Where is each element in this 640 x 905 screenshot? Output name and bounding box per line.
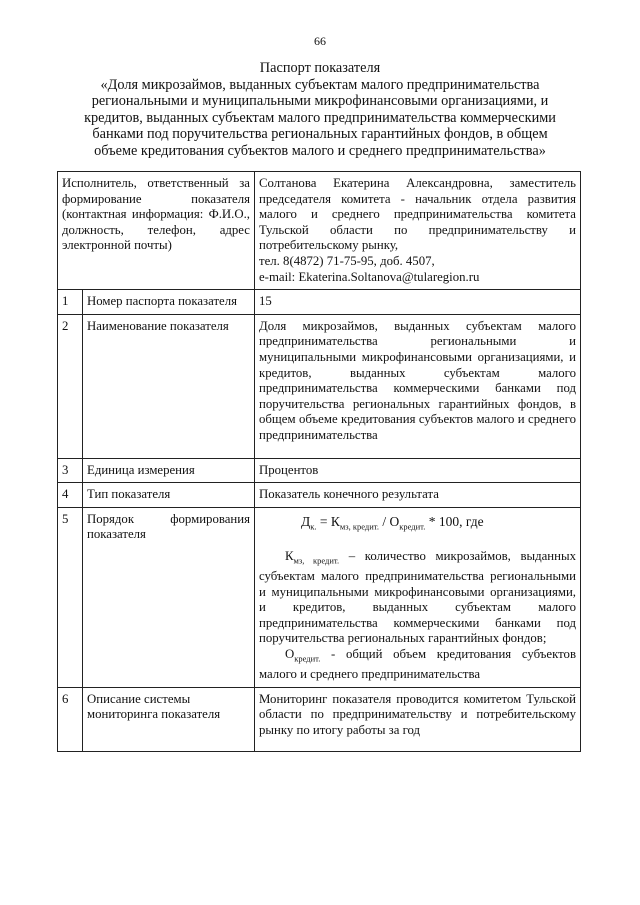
table-row bbox=[58, 483, 581, 508]
title-line: региональными и муниципальными микрофинансовыми организациями, и bbox=[91, 93, 549, 110]
k-definition bbox=[259, 549, 576, 647]
row-label: Порядок формирования показателя bbox=[83, 507, 255, 687]
table-row-formula bbox=[58, 507, 581, 687]
table-row bbox=[58, 290, 581, 315]
passport-table bbox=[57, 171, 581, 752]
document-title bbox=[40, 60, 600, 160]
row-value: Доля микрозаймов, выданных субъектам малого предпринимательства региональными и муниципальными микрофинансовыми организациями, и кредитов, выданных субъектам малого предпринимательства коммерческими банками под поручительства региональных гарантийных фондов, в общем объеме кредитования субъектов малого и среднего предпринимательства bbox=[255, 314, 581, 458]
row-value: 15 bbox=[255, 290, 581, 315]
row-number: 2 bbox=[58, 314, 83, 458]
formula bbox=[259, 514, 576, 535]
title-line: Паспорт показателя bbox=[259, 60, 381, 76]
responsible-label: Исполнитель, ответственный за формирование показателя (контактная информация: Ф.И.О., должность, телефон, адрес электронной почты) bbox=[58, 172, 255, 290]
formula-part: * 100, где bbox=[425, 513, 484, 529]
row-value: Мониторинг показателя проводится комитетом Тульской области по предпринимательству и потребительскому рынку по итогу работы за год bbox=[255, 687, 581, 751]
responsible-text: Солтанова Екатерина Александровна, заместитель председателя комитета - начальник отдела развития малого и среднего предпринимательства комитета Тульской области по предпринимательству и потребительскому рынку, bbox=[259, 176, 576, 253]
title-line: банками под поручительства региональных гарантийных фондов, в общем bbox=[92, 126, 548, 143]
table-row-responsible bbox=[58, 172, 581, 290]
formula-sub: к. bbox=[310, 521, 317, 532]
row-label: Тип показателя bbox=[83, 483, 255, 508]
responsible-phone: тел. 8(4872) 71-75-95, доб. 4507, bbox=[259, 253, 435, 268]
responsible-value bbox=[255, 172, 581, 290]
k-symbol: К bbox=[285, 548, 294, 563]
row-value: Показатель конечного результата bbox=[255, 483, 581, 508]
k-description: – количество микрозаймов, выданных субъектам малого предпринимательства региональными и муниципальными микрофинансовыми организациями, и кредитов, выданных субъектам малого предпринимательства коммерческими банками под поручительства региональных гарантийных фондов; bbox=[259, 548, 577, 646]
o-definition bbox=[259, 647, 576, 683]
formula-part: / О bbox=[378, 513, 400, 529]
row-number: 1 bbox=[58, 290, 83, 315]
row-label: Описание системы мониторинга показателя bbox=[83, 687, 255, 751]
row-number: 3 bbox=[58, 458, 83, 483]
formula-sub: мз, кредит. bbox=[339, 521, 379, 532]
row-value: Процентов bbox=[255, 458, 581, 483]
page-number: 66 bbox=[314, 34, 326, 48]
title-line: «Доля микрозаймов, выданных субъектам малого предпринимательства bbox=[100, 76, 540, 93]
row-label: Номер паспорта показателя bbox=[83, 290, 255, 315]
o-description: - общий объем кредитования субъектов малого и среднего предпринимательства bbox=[259, 647, 576, 682]
table-row bbox=[58, 458, 581, 483]
responsible-email: e-mail: Ekaterina.Soltanova@tularegion.ru bbox=[259, 269, 480, 284]
table-row bbox=[58, 687, 581, 751]
row-label: Наименование показателя bbox=[83, 314, 255, 458]
row-number: 5 bbox=[58, 507, 83, 687]
table-row bbox=[58, 314, 581, 458]
row-number: 6 bbox=[58, 687, 83, 751]
formula-sub: кредит. bbox=[399, 521, 426, 532]
formula-part: = К bbox=[316, 513, 340, 529]
title-line: кредитов, выданных субъектам малого предпринимательства коммерческими bbox=[84, 109, 556, 126]
title-line: объеме кредитования субъектов малого и среднего предпринимательства» bbox=[94, 142, 546, 159]
row-value-formula bbox=[255, 507, 581, 687]
formula-part: Д bbox=[301, 513, 311, 529]
o-symbol: О bbox=[285, 647, 295, 662]
o-sub: кредит. bbox=[294, 653, 321, 664]
k-sub: мз, кредит. bbox=[293, 555, 340, 566]
row-label: Единица измерения bbox=[83, 458, 255, 483]
row-number: 4 bbox=[58, 483, 83, 508]
